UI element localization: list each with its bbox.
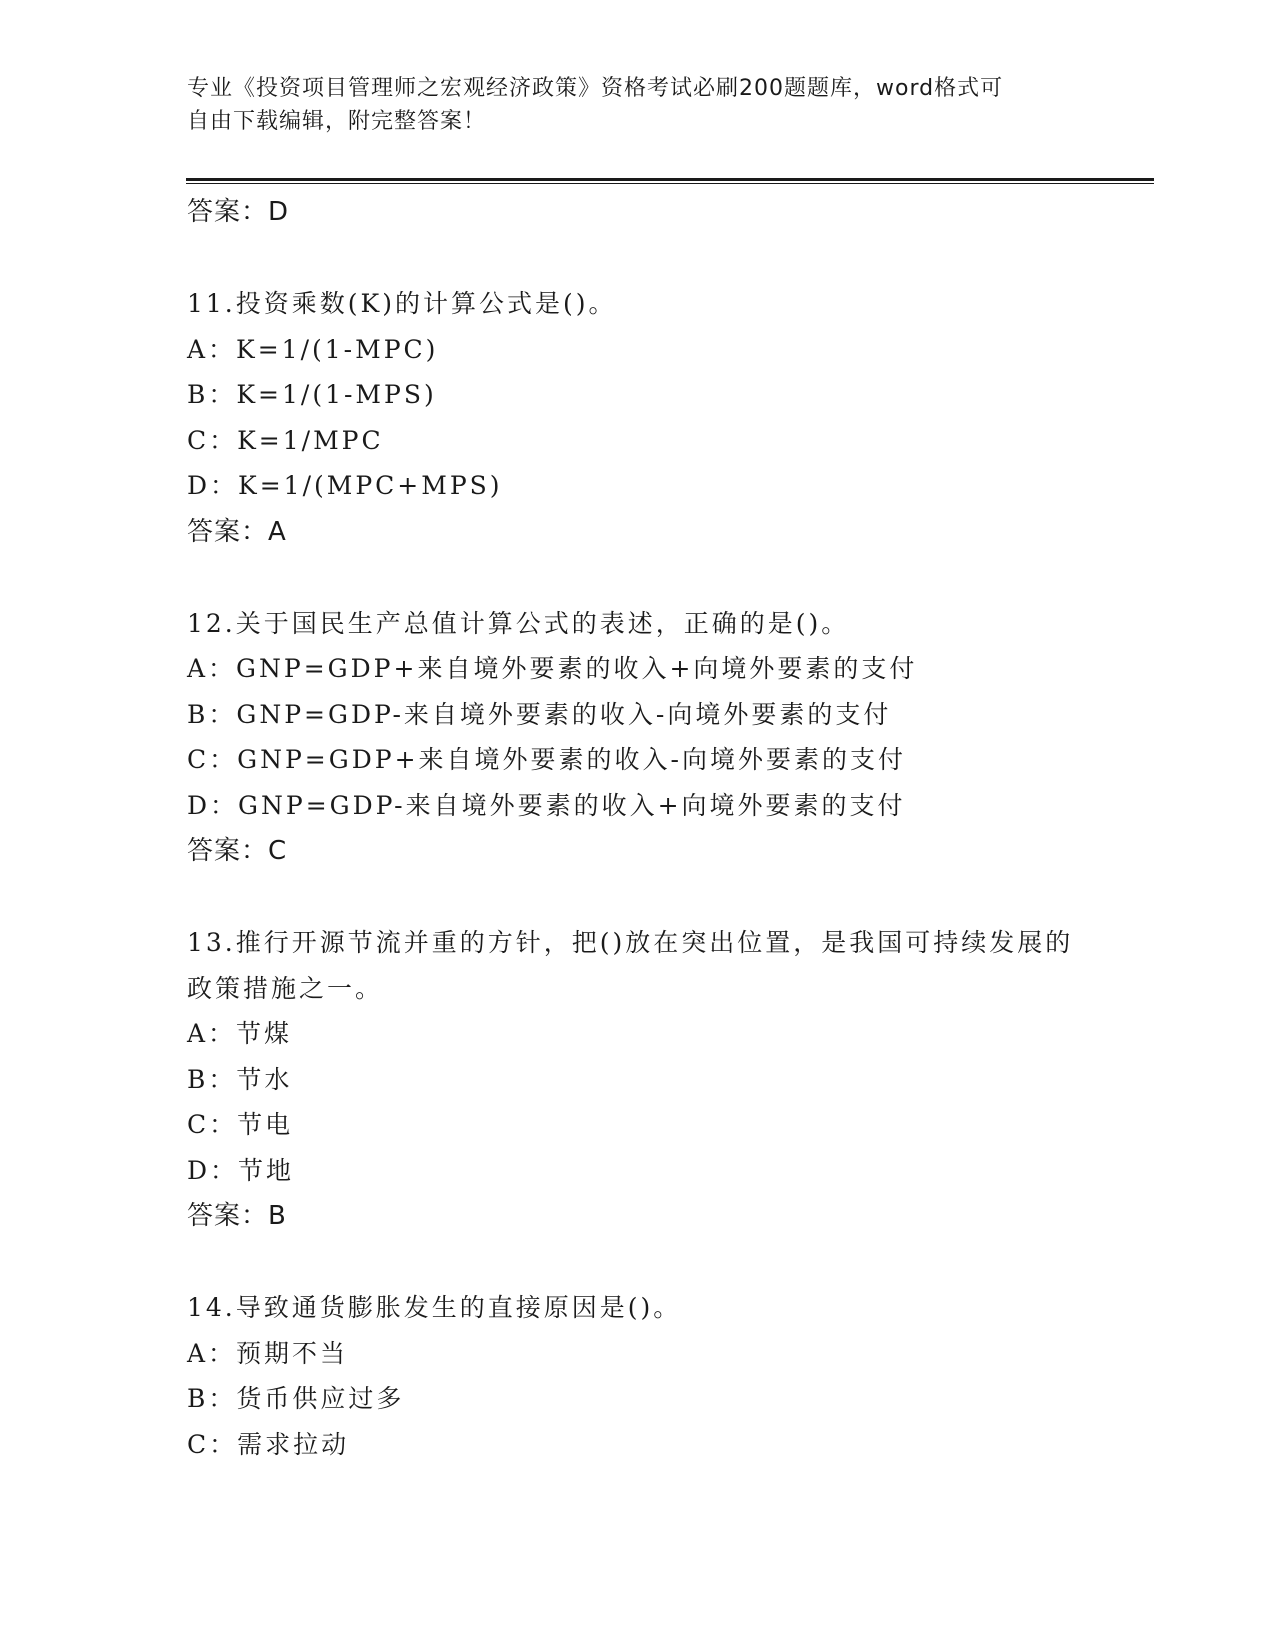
- option-b: B：货币供应过多: [187, 1384, 405, 1413]
- question-block-11: [187, 281, 1087, 555]
- previous-answer: 答案：D: [187, 197, 290, 227]
- header-line-2: 自由下载编辑，附完整答案！: [187, 109, 487, 134]
- question-list: [187, 189, 1087, 1467]
- option-a: A：预期不当: [187, 1338, 349, 1368]
- question-text: 14.导致通货膨胀发生的直接原因是()。: [187, 1293, 682, 1322]
- answer-line: 答案：A: [187, 516, 287, 547]
- document-header: [187, 72, 1067, 138]
- option-d: D：GNP=GDP-来自境外要素的收入+向境外要素的支付: [187, 790, 906, 820]
- question-text: 13.推行开源节流并重的方针，把()放在突出位置，是我国可持续发展的政策措施之一。: [187, 928, 1074, 1003]
- question-text: 11.投资乘数(K)的计算公式是()。: [187, 289, 617, 318]
- option-a: A：K=1/(1-MPC): [187, 334, 439, 364]
- answer-line: 答案：C: [187, 836, 288, 866]
- option-d: D：节地: [187, 1155, 295, 1185]
- header-divider-thick: [186, 178, 1154, 181]
- question-block-12: [187, 601, 1087, 875]
- option-b: B：K=1/(1-MPS): [187, 380, 437, 409]
- option-c: C：GNP=GDP+来自境外要素的收入-向境外要素的支付: [187, 745, 906, 774]
- header-divider-thin: [186, 183, 1154, 184]
- option-d: D：K=1/(MPC+MPS): [187, 471, 503, 500]
- option-a: A：GNP=GDP+来自境外要素的收入+向境外要素的支付: [187, 654, 918, 683]
- question-block-13: [187, 920, 1087, 1239]
- option-c: C：节电: [187, 1110, 294, 1139]
- option-c: C：K=1/MPC: [187, 425, 384, 455]
- answer-line: 答案：B: [187, 1201, 287, 1231]
- option-b: B：GNP=GDP-来自境外要素的收入-向境外要素的支付: [187, 699, 892, 729]
- question-text: 12.关于国民生产总值计算公式的表述，正确的是()。: [187, 608, 850, 638]
- option-b: B：节水: [187, 1064, 293, 1094]
- option-a: A：节煤: [187, 1019, 293, 1048]
- option-c: C：需求拉动: [187, 1429, 350, 1459]
- question-block-14: [187, 1285, 1087, 1467]
- header-line-1: 专业《投资项目管理师之宏观经济政策》资格考试必刷200题题库，word格式可: [187, 76, 1004, 101]
